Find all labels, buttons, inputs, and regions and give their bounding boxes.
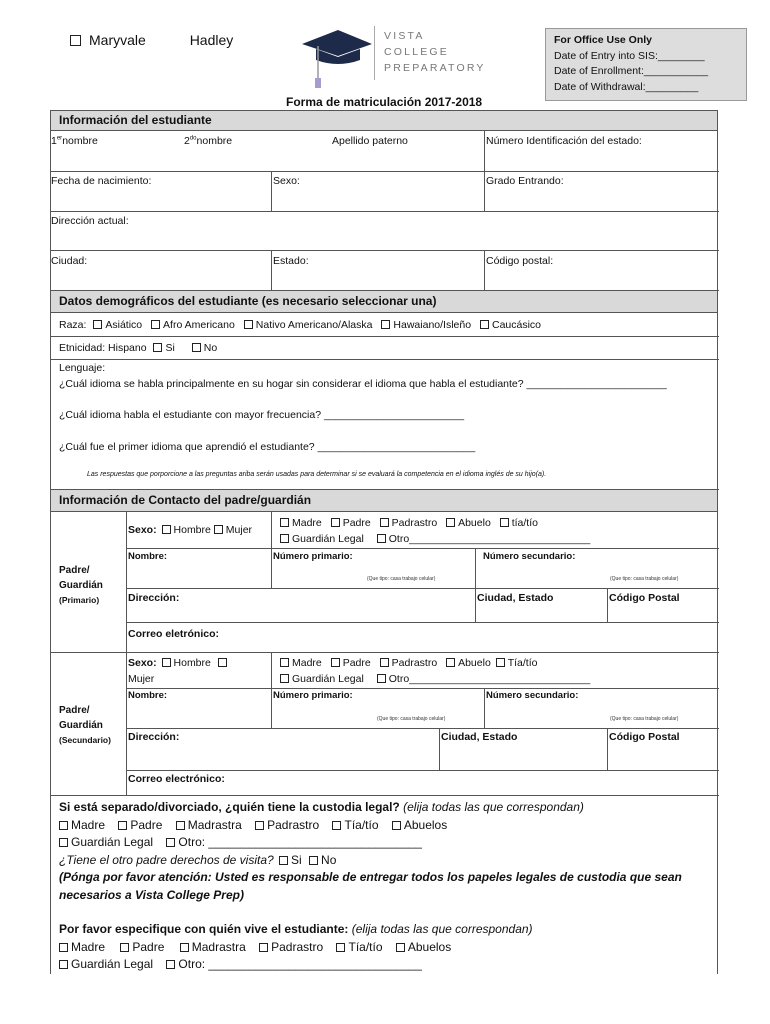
rel2-guardian-checkbox[interactable] <box>280 674 289 683</box>
rel-padrastro-checkbox[interactable] <box>380 518 389 527</box>
dob-field[interactable]: Fecha de nacimiento: <box>51 175 152 187</box>
secondary-email-field[interactable]: Correo electrónico: <box>128 773 225 785</box>
primary-address-field[interactable]: Dirección: <box>128 592 180 604</box>
form-title: Forma de matriculación 2017-2018 <box>286 95 483 109</box>
primary-zip-field[interactable]: Código Postal <box>609 592 680 604</box>
section-student-info: Información del estudiante <box>51 111 717 131</box>
rel2-tia-checkbox[interactable] <box>496 658 505 667</box>
language-q2[interactable]: ¿Cuál idioma habla el estudiante con mayor frecuencia? ________________________ <box>59 409 465 421</box>
primary-phone2-types: (Que tipo: casa trabajo celular) <box>610 576 679 582</box>
custody-notice-1: (Pónga por favor atención: Usted es responsable de entregar todos los papeles legales de custodia que sean <box>59 870 682 884</box>
zip-field[interactable]: Código postal: <box>486 255 554 267</box>
lives-other[interactable] <box>166 960 175 969</box>
custody-guardian[interactable] <box>59 838 68 847</box>
rel-abuelo-checkbox[interactable] <box>446 518 455 527</box>
address-field[interactable]: Dirección actual: <box>51 215 129 227</box>
ethnicity-yes-checkbox[interactable] <box>153 343 162 352</box>
rel2-madre-checkbox[interactable] <box>280 658 289 667</box>
secondary-sex-field: Sexo: Hombre Mujer <box>128 655 230 687</box>
custody-section: Si está separado/divorciado, ¿quién tiene la custodia legal? (elija todas las que correspondan) Madre Padre Madrastra Padrastro Tía/tío Abuelos Guardián Legal Otro: ________________________________ ¿Tiene el otro padre derechos de visita? Si No (Pónga por favor atención: Usted es responsable de entregar todos los papeles legales de custodia que sean necesarios a Vista College Prep) Por favor especifique con quién vive el estudiante: (elija todas las que correspondan) Madre Padre Madrastra Padrastro Tía/tío Abuelos Guardián Legal Otro: ________________________________ <box>59 800 682 971</box>
primary-guardian-label: Padre/ Guardián (Primario) <box>59 565 103 605</box>
rel-madre-checkbox[interactable] <box>280 518 289 527</box>
primary-phone-types: (Que tipo: casa trabajo celular) <box>367 576 436 582</box>
campus-option-hadley[interactable]: Hadley <box>189 32 234 48</box>
primary-sex-female[interactable] <box>214 525 223 534</box>
lives-guardian[interactable] <box>59 960 68 969</box>
last-name-field[interactable]: Apellido paterno <box>332 135 408 147</box>
secondary-city-state-field[interactable]: Ciudad, Estado <box>441 731 518 743</box>
lives-padrastro[interactable] <box>259 943 268 952</box>
race-checkbox-caucasian[interactable] <box>480 320 489 329</box>
office-entry-sis[interactable]: Date of Entry into SIS:________ <box>554 49 705 62</box>
city-field[interactable]: Ciudad: <box>51 255 88 267</box>
race-checkbox-native-american[interactable] <box>244 320 253 329</box>
custody-notice-2: necesarios a Vista College Prep) <box>59 887 244 902</box>
custody-padrastro[interactable] <box>255 821 264 830</box>
language-note: Las respuestas que porporcione a las preguntas ariba serán usadas para determinar si se evaluará la competencia en el idioma inglés de su hijo(a). <box>87 471 547 478</box>
primary-sex-field: Sexo: Hombre Mujer <box>128 524 253 536</box>
rel2-other-checkbox[interactable] <box>377 674 386 683</box>
office-enrollment[interactable]: Date of Enrollment:___________ <box>554 65 709 77</box>
lives-madre[interactable] <box>59 943 68 952</box>
visit-yes[interactable] <box>279 856 288 865</box>
office-title: For Office Use Only <box>554 34 653 46</box>
language-q1[interactable]: ¿Cuál idioma se habla principalmente en su hogar sin considerar el idioma que habla el estudiante? ________________________ <box>59 378 667 390</box>
section-contact: Información de Contacto del padre/guardián <box>51 490 717 512</box>
rel-guardian-checkbox[interactable] <box>280 534 289 543</box>
secondary-address-field[interactable]: Dirección: <box>128 731 180 743</box>
rel-padre-checkbox[interactable] <box>331 518 340 527</box>
grade-field[interactable]: Grado Entrando: <box>486 175 564 187</box>
lives-madrastra[interactable] <box>180 943 189 952</box>
secondary-guardian-label: Padre/ Guardián (Secundario) <box>59 705 111 745</box>
race-row: Raza: Asiático Afro Americano Nativo Americano/Alaska Hawaiano/Isleño Caucásico <box>59 319 542 331</box>
primary-phone-field[interactable]: Número primario: <box>273 551 353 562</box>
lives-abuelos[interactable] <box>396 943 405 952</box>
custody-madrastra[interactable] <box>176 821 185 830</box>
section-demographics: Datos demográficos del estudiante (es necesario seleccionar una) <box>51 291 717 313</box>
campus-option-maryvale[interactable]: Maryvale <box>70 32 166 48</box>
visit-no[interactable] <box>309 856 318 865</box>
language-label: Lenguaje: <box>59 362 106 374</box>
secondary-sex-male[interactable] <box>162 658 171 667</box>
race-checkbox-african-american[interactable] <box>151 320 160 329</box>
primary-city-state-field[interactable]: Ciudad, Estado <box>477 592 554 604</box>
campus-options <box>70 32 253 48</box>
custody-abuelos[interactable] <box>392 821 401 830</box>
custody-tia[interactable] <box>332 821 341 830</box>
enrollment-form <box>50 110 718 974</box>
language-q3[interactable]: ¿Cuál fue el primer idioma que aprendió el estudiante? ___________________________ <box>59 441 476 453</box>
secondary-phone-types: (Que tipo: casa trabajo celular) <box>377 716 446 722</box>
first-name-field[interactable]: 1ernombre <box>51 135 98 147</box>
rel2-padrastro-checkbox[interactable] <box>380 658 389 667</box>
race-checkbox-hawaiian[interactable] <box>381 320 390 329</box>
office-withdrawal[interactable]: Date of Withdrawal:_________ <box>554 80 699 93</box>
primary-name-field[interactable]: Nombre: <box>128 551 168 562</box>
custody-padre[interactable] <box>118 821 127 830</box>
secondary-relationship: Madre Padre Padrastro Abuelo Tía/tío Guardián Legal Otro_______________________________ <box>280 655 590 687</box>
state-field[interactable]: Estado: <box>273 255 309 267</box>
primary-sex-male[interactable] <box>162 525 171 534</box>
ethnicity-row: Etnicidad: Hispano Si No <box>59 342 218 354</box>
sex-field[interactable]: Sexo: <box>273 175 300 187</box>
office-use-box <box>545 28 747 101</box>
primary-relationship: Madre Padre Padrastro Abuelo tía/tío Guardián Legal Otro_______________________________ <box>280 515 590 547</box>
school-logo <box>298 24 486 90</box>
secondary-sex-female[interactable] <box>218 658 227 667</box>
lives-padre[interactable] <box>120 943 129 952</box>
secondary-name-field[interactable]: Nombre: <box>128 690 168 701</box>
rel-other-checkbox[interactable] <box>377 534 386 543</box>
secondary-phone2-field[interactable]: Número secundario: <box>486 690 579 701</box>
secondary-phone-field[interactable]: Número primario: <box>273 690 353 701</box>
secondary-zip-field[interactable]: Código Postal <box>609 731 680 743</box>
ethnicity-no-checkbox[interactable] <box>192 343 201 352</box>
graduation-cap-icon <box>298 24 374 90</box>
custody-other[interactable] <box>166 838 175 847</box>
race-checkbox-asian[interactable] <box>93 320 102 329</box>
secondary-phone2-types: (Que tipo: casa trabajo celular) <box>610 716 679 722</box>
lives-tia[interactable] <box>336 943 345 952</box>
rel2-abuelo-checkbox[interactable] <box>446 658 455 667</box>
state-id-field[interactable]: Número Identificación del estado: <box>486 135 642 147</box>
custody-madre[interactable] <box>59 821 68 830</box>
rel-tia-checkbox[interactable] <box>500 518 509 527</box>
primary-phone2-field[interactable]: Número secundario: <box>483 551 576 562</box>
primary-email-field[interactable]: Correo eletrónico: <box>128 628 220 640</box>
second-name-field[interactable]: $2^{do}nombre$ <box>184 135 233 147</box>
logo-text: VISTA COLLEGE PREPARATORY <box>384 30 486 74</box>
checkbox[interactable] <box>70 35 81 46</box>
rel2-padre-checkbox[interactable] <box>331 658 340 667</box>
